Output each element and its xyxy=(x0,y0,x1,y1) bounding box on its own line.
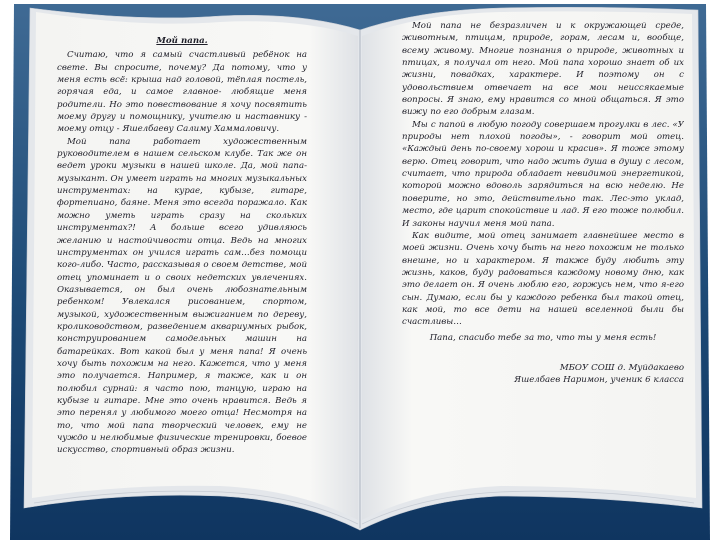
right-paragraph: Как видите, мой отец занимает главнейшее место в моей жизни. Очень хочу быть на него похожим не только внешне, но и характером. Я также буду любить эту жизнь, каков, буду радоваться каждому новому дню, как это делает он. Я очень люблю его, горжусь нем, что я-его сын. Думаю, если бы у каждого ребенка был такой отец, как мой, то все дети на нашей вселенной были бы счастливы… xyxy=(402,230,684,328)
signature-school: МБОУ СОШ д. Муйдакаево xyxy=(559,362,684,373)
right-paragraph: Мы с папой в любую погоду совершаем прогулки в лес. «У природы нет плохой погоды», - говорит мой отец. «Каждый день по-своему хорош и красив». Я тоже этому верю. Отец говорит, что надо жить душа в душу с лесом, считает, что природа обладает невидимой энергетикой, которой можно вдоволь зарядиться на всю неделю. Не поверите, но это, действительно так. Лес-это уклад, место, где царит спокойствие и лад. Я его тоже полюбил. И законы научил меня мой папа. xyxy=(402,119,684,229)
left-page-text xyxy=(57,35,307,460)
left-paragraph: Мой папа работает художественным руководителем в нашем сельском клубе. Так же он ведет уроки музыки в нашей школе. Да, мой папа-музыкант. Он умеет играть на многих музыкальных инструментах: на курае, кубызе, гитаре, фортепиано, баяне. Меня это всегда поражало. Как можно уметь играть сразу на скольких инструментах?! А больше всего удивляюсь желанию и настойчивости отца. Ведь на многих инструментах он учился играть сам…без помощи кого-либо. Часто, рассказывая о своем детстве, мой отец упоминает и о своих недетских увлечениях. Оказывается, он был очень любознательным ребенком! Увлекался рисованием, спортом, музыкой, художественным выжиганием по дереву, кролиководством, разведением аквариумных рыбок, конструированием самодельных машин на батарейках. Вот какой был у меня папа! Я очень хочу быть похожим на него. Кажется, что у меня это получается. Например, я также, как и он полюбил сурнай: я часто пою, танцую, играю на кубызе и гитаре. Мне это очень нравится. Ведь я это перенял у любимого моего отца! Несмотря на то, что мой папа творческий человек, ему не чуждо и нелюбимые физические тренировки, боевое искусство, спортивный образ жизни. xyxy=(57,136,307,456)
essay-title: Мой папа. xyxy=(156,36,208,46)
signature-author: Яшелбаев Наримон, ученик 6 класса xyxy=(514,375,684,386)
left-paragraph: Считаю, что я самый счастливый ребёнок на свете. Вы спросите, почему? Да потому, что у меня есть всё: крыша над головой, тёплая постель, горячая еда, и самое главное- любящие меня родители. Но это повествование я хочу посвятить моему другу и помощнику, учителю и наставнику - моему отцу - Яшелбаеву Салиму Хаммаловичу. xyxy=(57,50,307,135)
closing-line: Папа, спасибо тебе за то, что ты у меня есть! xyxy=(429,332,657,343)
right-paragraph: Мой папа не безразличен и к окружающей среде, животным, птицам, природе, горам, лесам и, вообще, всему живому. Многие познания о природе, животных и птицах, я получал от него. Мой папа хорошо знает об их жизни, повадках, характере. И поэтому он с удовольствием отвечает на все мои неиссякаемые вопросы. Я знаю, ему нравится со мной общаться. Я это вижу по его добрым глазам. xyxy=(402,21,684,118)
right-page-text xyxy=(402,20,684,455)
